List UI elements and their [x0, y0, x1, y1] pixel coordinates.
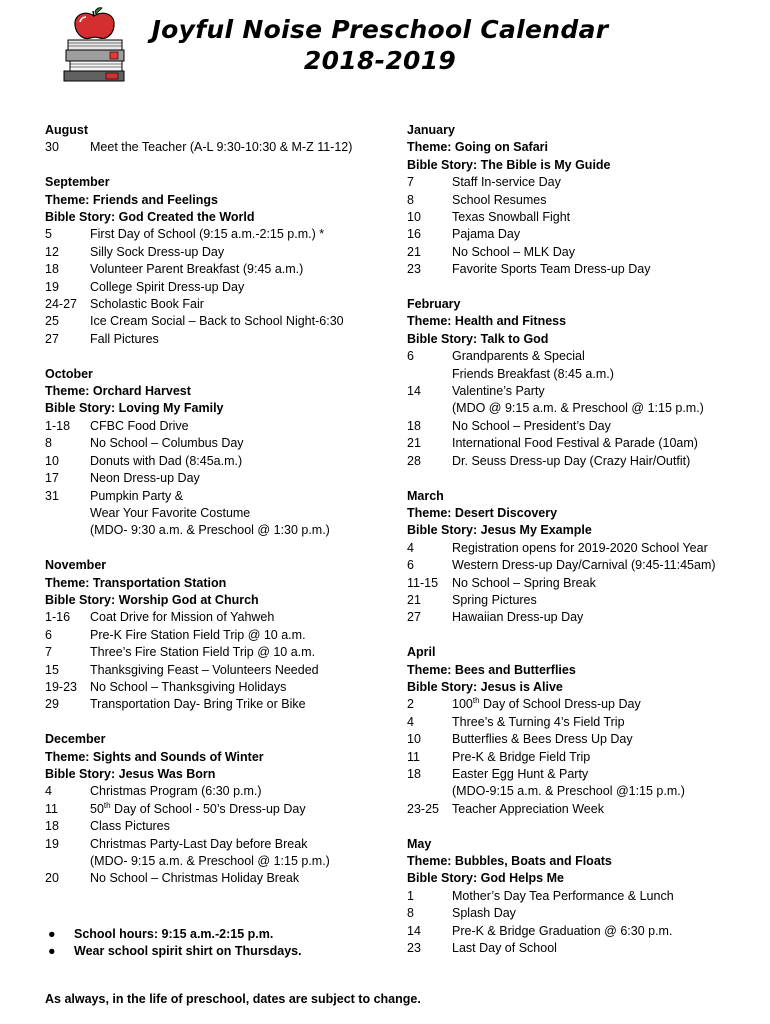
- bullet-icon: ●: [48, 927, 56, 941]
- event-row: [45, 609, 395, 626]
- month-block: [407, 836, 762, 958]
- event-row: [45, 279, 395, 296]
- event-row: [45, 418, 395, 435]
- event-date: 30: [45, 140, 59, 155]
- month-block: [407, 296, 762, 470]
- event-date: 21: [407, 592, 421, 607]
- event-date: 12: [45, 244, 59, 259]
- month-name: February: [407, 297, 461, 312]
- event-text: No School – MLK Day: [452, 244, 575, 259]
- month-bible-story: Bible Story: Jesus Was Born: [45, 766, 216, 781]
- event-row: [45, 435, 395, 452]
- month-bible-story: Bible Story: Loving My Family: [45, 401, 224, 416]
- event-text: Favorite Sports Team Dress-up Day: [452, 262, 651, 277]
- event-row: [407, 226, 762, 243]
- event-date: 1-18: [45, 418, 71, 433]
- event-date: 6: [45, 627, 52, 642]
- left-column: [45, 122, 395, 905]
- event-text: Dr. Seuss Dress-up Day (Crazy Hair/Outfit): [452, 453, 691, 468]
- event-row: [45, 853, 395, 870]
- event-row: [45, 801, 395, 818]
- event-date: 18: [45, 262, 59, 277]
- month-block: [407, 488, 762, 627]
- event-row: [407, 261, 762, 278]
- event-text: Texas Snowball Fight: [452, 210, 571, 225]
- event-text: Spring Pictures: [452, 592, 537, 607]
- event-date: 17: [45, 471, 59, 486]
- event-date: 19: [45, 279, 59, 294]
- event-date: 11: [45, 801, 58, 816]
- event-row: [407, 749, 762, 766]
- event-row: [407, 244, 762, 261]
- event-date: 25: [45, 314, 59, 329]
- event-text: Three’s Fire Station Field Trip @ 10 a.m.: [90, 645, 316, 660]
- event-row: [407, 783, 762, 800]
- month-block: [407, 122, 762, 279]
- bullet-icon: ●: [48, 944, 56, 959]
- event-row: [407, 540, 762, 557]
- event-date: 7: [45, 645, 52, 660]
- event-row: [45, 870, 395, 887]
- event-text: Mother’s Day Tea Performance & Lunch: [452, 888, 674, 903]
- event-date: 23-25: [407, 801, 439, 816]
- event-date: 23: [407, 262, 421, 277]
- event-date: 4: [407, 540, 414, 555]
- event-text: No School – Spring Break: [452, 575, 596, 590]
- event-row: [407, 696, 762, 713]
- event-date: 7: [407, 175, 414, 190]
- event-date: 23: [407, 941, 421, 956]
- event-text: (MDO- 9:30 a.m. & Preschool @ 1:30 p.m.): [90, 523, 330, 538]
- event-text: (MDO-9:15 a.m. & Preschool @1:15 p.m.): [452, 784, 685, 799]
- month-block: [45, 557, 395, 714]
- event-text: Scholastic Book Fair: [90, 297, 204, 312]
- event-text: Silly Sock Dress-up Day: [90, 244, 225, 259]
- event-date: 19-23: [45, 679, 77, 694]
- event-date: 2: [407, 697, 414, 712]
- event-text: Easter Egg Hunt & Party: [452, 766, 589, 781]
- event-row: [407, 592, 762, 609]
- event-row: [407, 453, 762, 470]
- event-row: [45, 627, 395, 644]
- event-text: No School – Christmas Holiday Break: [90, 871, 300, 886]
- event-text: First Day of School (9:15 a.m.-2:15 p.m.) *: [90, 227, 325, 242]
- event-text: College Spirit Dress-up Day: [90, 279, 245, 294]
- event-date: [407, 366, 452, 383]
- event-row: [407, 766, 762, 783]
- event-text: Pumpkin Party &: [90, 488, 184, 503]
- event-date: 20: [45, 871, 59, 886]
- event-date: 15: [45, 662, 59, 677]
- month-bible-story: Bible Story: God Helps Me: [407, 871, 564, 886]
- event-row: [407, 209, 762, 226]
- event-date: 4: [45, 784, 52, 799]
- event-row: [45, 470, 395, 487]
- event-text: CFBC Food Drive: [90, 418, 189, 433]
- event-row: [45, 261, 395, 278]
- month-name: November: [45, 558, 107, 573]
- month-theme: Theme: Desert Discovery: [407, 505, 558, 520]
- month-theme: Theme: Bubbles, Boats and Floats: [407, 854, 612, 868]
- event-text: Transportation Day- Bring Trike or Bike: [90, 697, 306, 712]
- event-row: [407, 888, 762, 905]
- event-date: 16: [407, 227, 421, 242]
- event-date: 8: [45, 436, 52, 451]
- event-date: 10: [45, 453, 59, 468]
- month-bible-story: Bible Story: Talk to God: [407, 331, 549, 346]
- event-date: 29: [45, 697, 59, 712]
- month-block: [45, 122, 395, 157]
- event-date: 6: [407, 349, 414, 364]
- event-date: [45, 522, 90, 539]
- event-row: [407, 940, 762, 957]
- event-text: Splash Day: [452, 906, 516, 921]
- event-date: 1-16: [45, 610, 71, 625]
- month-block: [45, 366, 395, 540]
- event-text: Butterflies & Bees Dress Up Day: [452, 732, 633, 747]
- event-text: Valentine’s Party: [452, 384, 545, 399]
- month-bible-story: Bible Story: God Created the World: [45, 210, 255, 225]
- month-theme: Theme: Sights and Sounds of Winter: [45, 749, 264, 764]
- event-text: 50th Day of School - 50’s Dress-up Day: [90, 800, 306, 816]
- month-bible-story: Bible Story: Jesus My Example: [407, 523, 592, 538]
- event-text: Christmas Program (6:30 p.m.): [90, 784, 262, 799]
- event-date: [45, 853, 90, 870]
- event-row: [45, 505, 395, 522]
- event-text: Ice Cream Social – Back to School Night-6:30: [90, 314, 344, 329]
- event-text: (MDO- 9:15 a.m. & Preschool @ 1:15 p.m.): [90, 854, 330, 868]
- event-text: Neon Dress-up Day: [90, 471, 200, 486]
- event-text: Thanksgiving Feast – Volunteers Needed: [90, 662, 319, 677]
- event-row: [407, 418, 762, 435]
- event-text: Donuts with Dad (8:45a.m.): [90, 453, 243, 468]
- event-row: [407, 348, 762, 365]
- event-date: 27: [45, 331, 59, 346]
- month-block: [407, 644, 762, 818]
- event-row: [407, 731, 762, 748]
- event-date: [45, 505, 90, 522]
- event-date: 10: [407, 210, 421, 225]
- footer-note: As always, in the life of preschool, dates are subject to change.: [45, 992, 421, 1006]
- event-row: [407, 923, 762, 940]
- event-text: Hawaiian Dress-up Day: [452, 610, 584, 625]
- event-row: [407, 192, 762, 209]
- event-text: Pre-K Fire Station Field Trip @ 10 a.m.: [90, 627, 306, 642]
- note-item: [45, 943, 302, 960]
- apple-on-books-icon: [60, 6, 130, 82]
- event-text: Fall Pictures: [90, 331, 159, 346]
- month-theme: Theme: Orchard Harvest: [45, 384, 191, 399]
- header: [0, 0, 770, 100]
- note-text: School hours: 9:15 a.m.-2:15 p.m.: [74, 927, 274, 941]
- event-date: 14: [407, 384, 421, 399]
- month-name: April: [407, 645, 436, 660]
- right-column: [407, 122, 762, 975]
- month-bible-story: Bible Story: The Bible is My Guide: [407, 157, 611, 172]
- event-date: 4: [407, 714, 414, 729]
- event-row: [45, 679, 395, 696]
- event-row: [407, 366, 762, 383]
- event-row: [407, 714, 762, 731]
- month-name: January: [407, 123, 455, 137]
- event-text: Wear Your Favorite Costume: [90, 505, 251, 520]
- event-date: 21: [407, 244, 421, 259]
- title-line-2: 2018-2019: [303, 46, 457, 75]
- event-row: [407, 435, 762, 452]
- event-date: 5: [45, 227, 52, 242]
- event-date: 24-27: [45, 297, 77, 312]
- event-text: No School – Thanksgiving Holidays: [90, 679, 287, 694]
- event-text: Teacher Appreciation Week: [452, 801, 604, 816]
- event-text: Pre-K & Bridge Graduation @ 6:30 p.m.: [452, 923, 673, 938]
- month-theme: Theme: Going on Safari: [407, 140, 548, 155]
- event-text: Western Dress-up Day/Carnival (9:45-11:45am): [452, 558, 716, 573]
- event-date: 1: [407, 888, 414, 903]
- page-title: [150, 14, 610, 76]
- event-row: [45, 522, 395, 539]
- event-date: [407, 783, 452, 800]
- event-text: Pre-K & Bridge Field Trip: [452, 749, 591, 764]
- event-text: Coat Drive for Mission of Yahweh: [90, 610, 275, 625]
- event-text: School Resumes: [452, 192, 547, 207]
- event-text: Volunteer Parent Breakfast (9:45 a.m.): [90, 262, 304, 277]
- event-date: 28: [407, 453, 421, 468]
- month-name: August: [45, 123, 89, 137]
- event-row: [407, 383, 762, 400]
- event-text: No School – Columbus Day: [90, 436, 244, 451]
- event-date: 18: [407, 418, 421, 433]
- event-row: [45, 488, 395, 505]
- month-name: May: [407, 836, 432, 851]
- event-row: [45, 836, 395, 853]
- event-row: [407, 174, 762, 191]
- month-theme: Theme: Health and Fitness: [407, 314, 567, 329]
- event-text: 100th Day of School Dress-up Day: [452, 696, 641, 712]
- note-item: [45, 926, 302, 943]
- event-text: No School – President’s Day: [452, 418, 611, 433]
- event-text: Grandparents & Special: [452, 349, 585, 364]
- event-date: 18: [407, 766, 421, 781]
- month-theme: Theme: Friends and Feelings: [45, 192, 218, 207]
- event-row: [45, 331, 395, 348]
- notes: [45, 926, 302, 961]
- event-date: 21: [407, 436, 421, 451]
- event-row: [45, 139, 395, 156]
- event-row: [407, 609, 762, 626]
- event-date: 8: [407, 906, 414, 921]
- event-row: [45, 696, 395, 713]
- month-name: December: [45, 732, 106, 747]
- event-text: Last Day of School: [452, 941, 557, 956]
- month-name: March: [407, 488, 444, 503]
- event-row: [407, 575, 762, 592]
- event-date: 14: [407, 923, 421, 938]
- event-date: 11-15: [407, 575, 439, 590]
- event-row: [407, 557, 762, 574]
- event-date: 11: [407, 749, 420, 764]
- month-theme: Theme: Bees and Butterflies: [407, 662, 576, 677]
- event-row: [45, 662, 395, 679]
- event-text: Three’s & Turning 4’s Field Trip: [452, 714, 625, 729]
- event-date: 8: [407, 192, 414, 207]
- event-date: [407, 400, 452, 417]
- event-row: [45, 226, 395, 243]
- event-row: [407, 801, 762, 818]
- event-date: 19: [45, 836, 59, 851]
- event-row: [45, 818, 395, 835]
- ordinal-suffix: th: [472, 696, 480, 706]
- event-row: [45, 783, 395, 800]
- event-text: International Food Festival & Parade (10am): [452, 436, 698, 451]
- month-bible-story: Bible Story: Worship God at Church: [45, 592, 259, 607]
- event-text: Pajama Day: [452, 227, 521, 242]
- event-date: 18: [45, 819, 59, 834]
- event-date: 10: [407, 732, 421, 747]
- event-date: 31: [45, 488, 59, 503]
- month-block: [45, 174, 395, 348]
- month-bible-story: Bible Story: Jesus is Alive: [407, 679, 563, 694]
- note-text: Wear school spirit shirt on Thursdays.: [74, 944, 302, 959]
- event-row: [45, 453, 395, 470]
- event-row: [45, 644, 395, 661]
- title-line-1: Joyful Noise Preschool Calendar: [151, 15, 609, 44]
- event-row: [407, 905, 762, 922]
- ordinal-suffix: th: [103, 800, 111, 810]
- event-text: Registration opens for 2019-2020 School Year: [452, 540, 708, 555]
- event-text: Class Pictures: [90, 819, 170, 834]
- event-row: [45, 244, 395, 261]
- month-block: [45, 731, 395, 888]
- month-name: October: [45, 366, 93, 381]
- event-row: [407, 400, 762, 417]
- event-text: Staff In-service Day: [452, 175, 561, 190]
- month-name: September: [45, 175, 110, 190]
- event-text: Meet the Teacher (A-L 9:30-10:30 & M-Z 11-12): [90, 140, 353, 155]
- event-text: (MDO @ 9:15 a.m. & Preschool @ 1:15 p.m.): [452, 401, 704, 416]
- event-row: [45, 313, 395, 330]
- event-date: 6: [407, 558, 414, 573]
- event-text: Friends Breakfast (8:45 a.m.): [452, 366, 614, 381]
- event-date: 27: [407, 610, 421, 625]
- event-text: Christmas Party-Last Day before Break: [90, 836, 308, 851]
- event-row: [45, 296, 395, 313]
- month-theme: Theme: Transportation Station: [45, 575, 227, 590]
